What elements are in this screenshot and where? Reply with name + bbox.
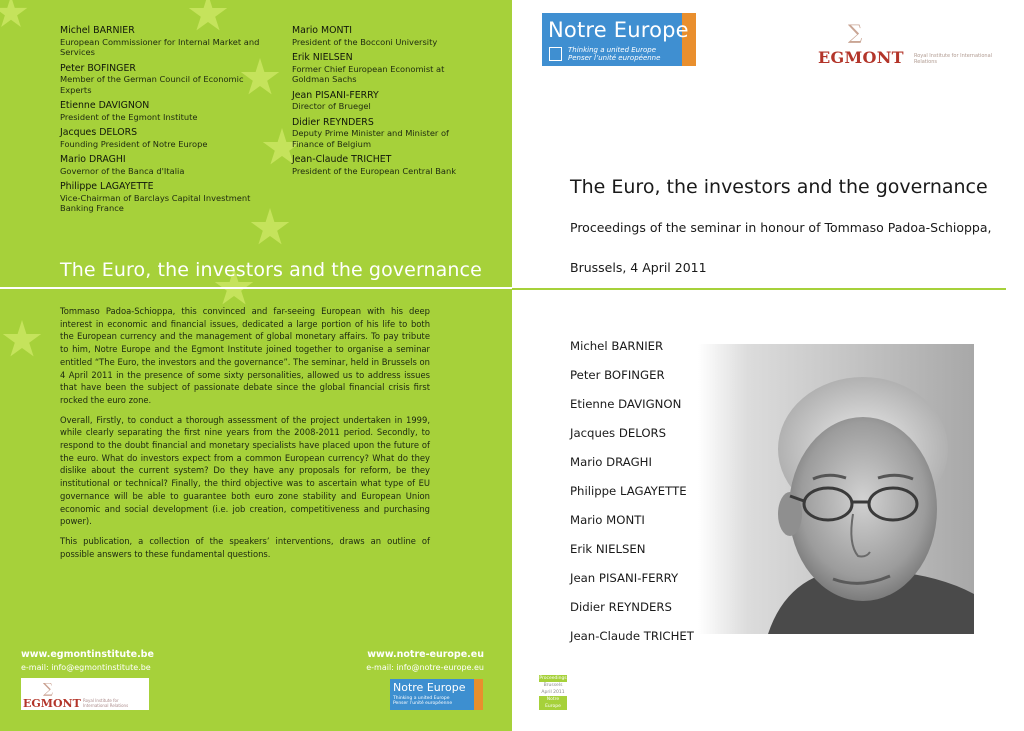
speaker-name: Mario DRAGHI: [570, 455, 652, 469]
speaker-entry: Didier REYNDERS Deputy Prime Minister and Minister of Finance of Belgium: [292, 116, 449, 149]
speaker-entry: Peter BOFINGER Member of the German Council of Economic Experts: [60, 62, 244, 95]
notre-europe-logo: Notre Europe Thinking a united Europe Penser l’unité européenne: [542, 13, 696, 66]
speaker-entry: Etienne DAVIGNON President of the Egmont Institute: [60, 100, 198, 122]
book-icon: [549, 47, 562, 61]
speaker-name: Philippe LAGAYETTE: [570, 484, 687, 498]
speaker-name: Didier REYNDERS: [570, 600, 672, 614]
speaker-entry: Jean PISANI-FERRY Director of Bruegel: [292, 89, 379, 111]
star-icon: [2, 320, 42, 360]
divider: [512, 288, 1006, 290]
egmont-logo-small: ∑ EGMONT Royal Institute for International Relations: [21, 678, 149, 710]
egmont-email-link[interactable]: e-mail: info@egmontinstitute.be: [21, 663, 151, 672]
ne-logo-small: Notre Europe Thinking a united Europe Penser l’unité européenne: [390, 679, 483, 710]
speaker-name: Peter BOFINGER: [570, 368, 665, 382]
speaker-name: Jean PISANI-FERRY: [570, 571, 679, 585]
blurb-paragraph: Tommaso Padoa-Schioppa, this convinced and far-seeing European with his deep interest in economic and financial issues, dedicated a large portion of his life to both the European currency and the management of global monetary affairs. To pay tribute to him, Notre Europe and the Egmont Institute joined together to organise a seminar entitled “The Euro, the investors and the governance”. The seminar, held in Brussels on 4 April 2011 in the presence of some sixty personalities, allowed us to address issues that have been the subject of passionate debate since the global financial crisis first rocked the euro zone.: [60, 306, 430, 405]
front-cover: [512, 0, 1024, 731]
cover-title: The Euro, the investors and the governance: [570, 176, 988, 198]
speaker-name: Erik NIELSEN: [570, 542, 646, 556]
blurb-paragraph: Overall, Firstly, to conduct a thorough assessment of the project undertaken in 1999, while clearly separating the first nine years from the 2008-2011 period. Secondly, to respond to the doubt financial and monetary specialists have placed upon the future of the euro. What do investors expect from a common European currency? What do they dislike about the current system? Do they have any proposals for reform, be they institutional or technical? Finally, the third objective was to ascertain what type of EU governance will be able to guarantee both euro zone stability and European Union economic and social development (i.e. job creation, competitiveness and purchasing power).: [60, 414, 430, 527]
speaker-entry: Erik NIELSEN Former Chief European Economist at Goldman Sachs: [292, 52, 445, 84]
blurb-paragraph: This publication, a collection of the speakers’ interventions, draws an outline of possible answers to these fundamental questions.: [60, 535, 430, 559]
speaker-entry: Mario MONTI President of the Bocconi University: [292, 25, 438, 47]
egmont-url-link[interactable]: www.egmontinstitute.be: [21, 649, 154, 660]
speaker-list-right: [292, 26, 467, 182]
ne-email-link[interactable]: e-mail: info@notre-europe.eu: [366, 663, 484, 672]
egmont-mark-icon: ∑: [43, 681, 53, 697]
speaker-entry: Philippe LAGAYETTE Vice-Chairman of Barclays Capital Investment Banking France: [60, 181, 251, 213]
speaker-entry: Mario DRAGHI Governor of the Banca d'Italia: [60, 154, 185, 176]
portrait-photo: [698, 344, 974, 634]
back-cover-blurb: [60, 305, 430, 567]
egmont-mark-icon: ∑: [848, 20, 863, 44]
divider: [0, 287, 512, 289]
speaker-name: Mario MONTI: [570, 513, 645, 527]
speaker-name: Etienne DAVIGNON: [570, 397, 682, 411]
cover-date: Brussels, 4 April 2011: [570, 260, 707, 275]
cover-subtitle: Proceedings of the seminar in honour of Tommaso Padoa-Schioppa,: [570, 220, 992, 235]
ne-url-link[interactable]: www.notre-europe.eu: [367, 649, 484, 660]
speaker-name: Michel BARNIER: [570, 339, 664, 353]
spine-stamp: Proceedings Brussels April 2011 Notre Europe: [539, 676, 567, 709]
star-icon: [0, 0, 28, 30]
speaker-entry: Michel BARNIER European Commissioner for Internal Market and Services: [60, 25, 260, 57]
egmont-logo: ∑ EGMONT Royal Institute for International Relations: [818, 20, 993, 67]
speaker-entry: Jacques DELORS Founding President of Notre Europe: [60, 127, 208, 149]
speaker-name: Jean-Claude TRICHET: [570, 629, 694, 643]
back-cover-title: The Euro, the investors and the governance: [60, 259, 482, 281]
speaker-list-left: [60, 26, 268, 220]
speaker-name-list: [570, 339, 694, 658]
speaker-name: Jacques DELORS: [570, 426, 667, 440]
speaker-entry: Jean-Claude TRICHET President of the European Central Bank: [292, 154, 457, 176]
